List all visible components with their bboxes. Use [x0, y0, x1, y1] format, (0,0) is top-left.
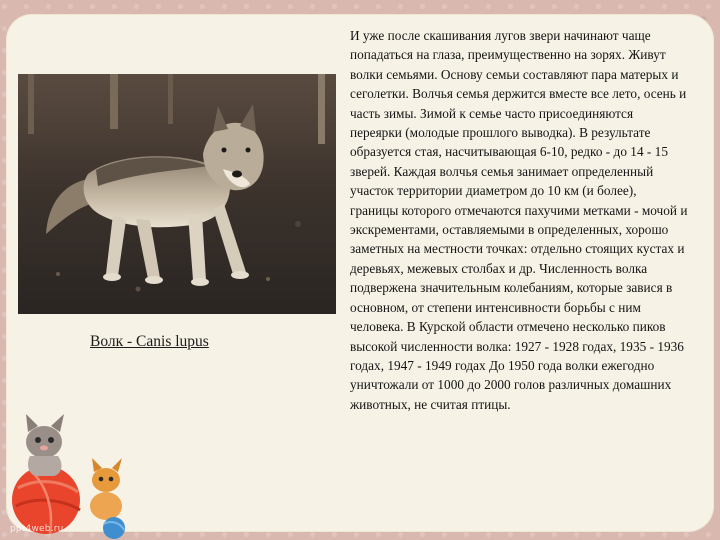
body-paragraph: И уже после скашивания лугов звери начинают чаще попадаться на глаза, преимущественно на зорях. Живут волки семьями. Основу семьи составляют пара матерых и сеголетки. Волчья семья держится вместе все лето, осень и часть зимы. Зимой к семье часто присоединяются переярки (молодые прошлого выводка). В результате образуется стая, насчитывающая 6-10, редко - до 14 - 15 зверей. Каждая волчья семья занимает определенный участок территории диаметром до 10 км (и более), границы которого отмечаются пахучими метками - мочой и экскрементами, оставляемыми в определенных, хорошо заметных на местности точках: отдельно стоящих кустах и деревьях, межевых столбах и др. Численность волка подвержена значительным колебаниям, которые завися в основном, от степени интенсивности борьбы с ним человека. В Курской области отмечено несколько пиков высокой численности волка: 1927 - 1928 годах, 1935 - 1936 годах, 1947 - 1949 годах До 1950 года волки ежегодно уничтожали от 1000 до 2000 голов различных домашних животных, не считая птицы.: [350, 28, 688, 412]
watermark: ppt4web.ru: [10, 524, 64, 534]
cats-with-yarn-ball-icon: [6, 388, 156, 540]
photo-caption: Волк - Canis lupus: [90, 333, 209, 350]
wolf-photo: [18, 74, 336, 314]
wolf-image: [18, 74, 336, 314]
